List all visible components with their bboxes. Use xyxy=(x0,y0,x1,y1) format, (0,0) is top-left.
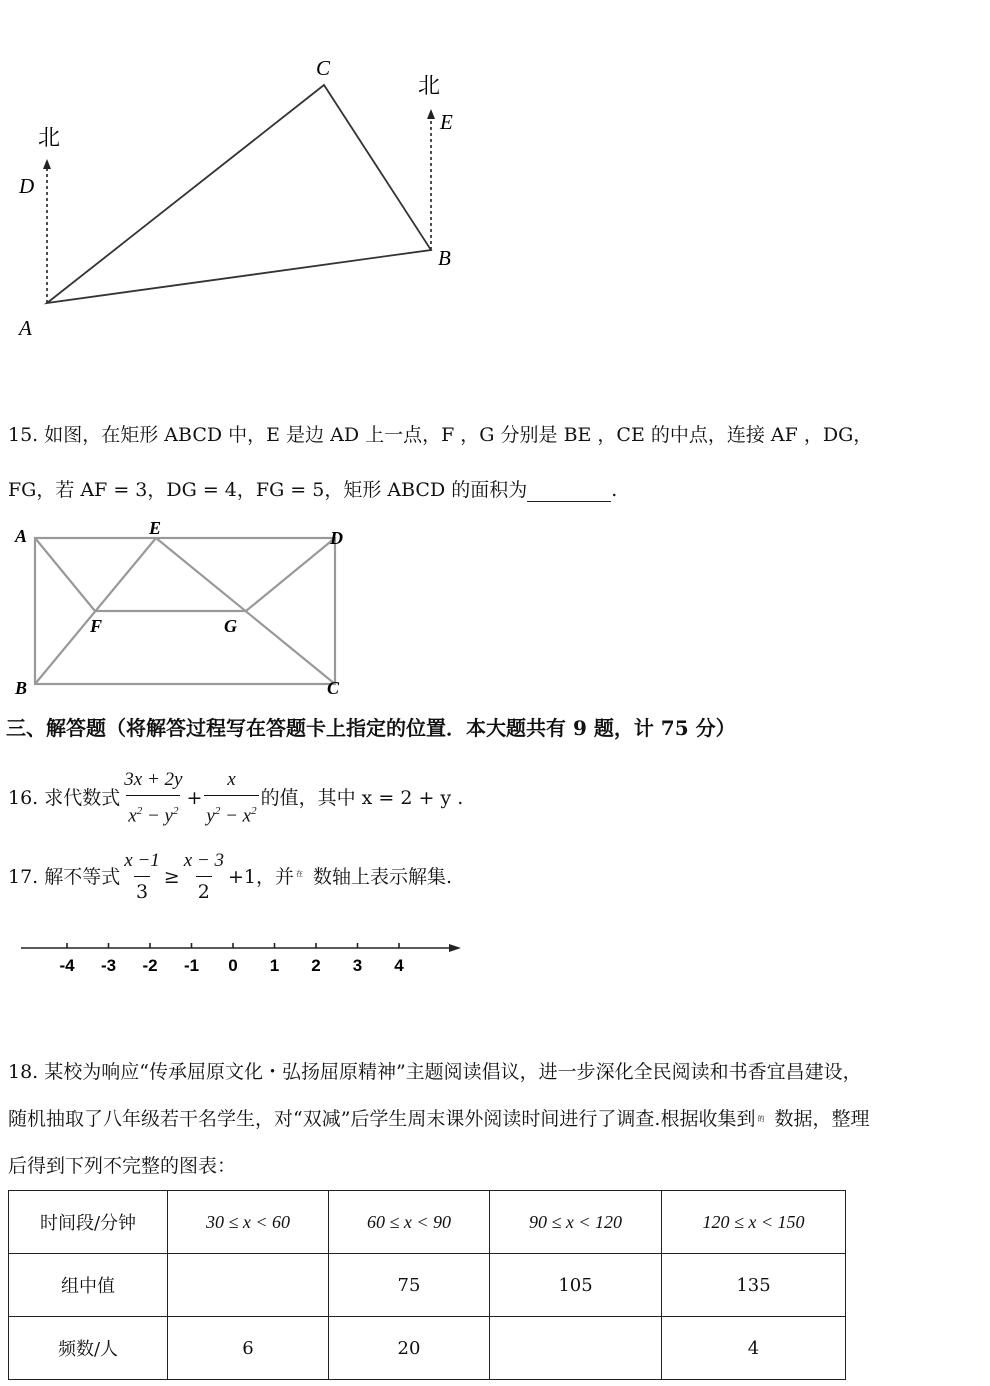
sq1: 2 xyxy=(136,805,143,817)
table-cell: 75 xyxy=(329,1254,490,1317)
q16-frac1-den-a: x xyxy=(128,805,137,827)
north-label-1: 北 xyxy=(38,126,61,151)
q15-line2-text: FG，若 AF = 3，DG = 4，FG = 5，矩形 ABCD 的面积为 xyxy=(8,479,528,501)
table-cell: 4 xyxy=(662,1317,846,1380)
q17-fraction-2 xyxy=(182,846,226,907)
table-cell xyxy=(490,1317,662,1380)
q18-line3: 后得到下列不完整的图表： xyxy=(8,1155,237,1177)
q18-line2-tiny: 的 xyxy=(757,1115,765,1123)
table-row xyxy=(9,1254,846,1317)
q17-tail: +1，并 xyxy=(227,865,294,888)
answer-blank xyxy=(527,483,611,502)
q16-suffix: 的值，其中 x = 2 + y . xyxy=(260,787,464,810)
number-line-tick-label: 1 xyxy=(269,956,280,975)
table-cell: 组中值 xyxy=(9,1254,168,1317)
q17-frac2-den: 2 xyxy=(196,876,212,907)
reading-time-table xyxy=(8,1190,846,1380)
fig-b-label: B xyxy=(15,678,28,698)
q16-plus: + xyxy=(186,787,203,810)
q17-frac1-den: 3 xyxy=(134,876,150,907)
q15-line2-end: . xyxy=(611,479,618,501)
q18-line1: 18. 某校为响应“传承屈原文化・弘扬屈原精神”主题阅读倡议，进一步深化全民阅读和书香宜昌建设， xyxy=(8,1061,862,1083)
q16-prefix: 16. 求代数式 xyxy=(8,787,121,810)
sq3: 2 xyxy=(214,805,221,817)
q16-frac1-den-b: − y xyxy=(142,805,173,827)
q18-line2a: 随机抽取了八年级若干名学生，对“双减”后学生周末课外阅读时间进行了调查.根据收集到 xyxy=(8,1108,756,1130)
table-cell: 135 xyxy=(662,1254,846,1317)
q17-fraction-1 xyxy=(122,846,162,907)
q18-line2 xyxy=(8,1107,869,1131)
seg-dg xyxy=(246,538,335,611)
table-cell xyxy=(168,1254,329,1317)
number-line-tick-label: -2 xyxy=(142,956,158,975)
fig-a-label: A xyxy=(15,526,28,546)
q17-frac2-num: x − 3 xyxy=(183,850,224,871)
fig-g-label: G xyxy=(224,616,237,636)
number-line-tick-label: 2 xyxy=(311,956,321,975)
q15-line1: 15. 如图，在矩形 ABCD 中，E 是边 AD 上一点，F ，G 分别是 BE ，CE 的中点，连接 AF ，DG， xyxy=(8,424,873,446)
table-row xyxy=(9,1317,846,1380)
point-c-label: C xyxy=(316,56,331,80)
fig-d-label: D xyxy=(330,528,343,548)
sq2: 2 xyxy=(172,805,179,817)
q17-tiny: 在 xyxy=(295,870,303,878)
point-a-label: A xyxy=(19,316,32,340)
q16-frac2-den-b: − x xyxy=(220,805,252,827)
point-d-label: D xyxy=(19,174,35,198)
table-header-cell: 90 ≤ x < 120 xyxy=(490,1191,662,1254)
q16-frac1-den xyxy=(126,795,180,831)
direction-triangle-figure xyxy=(10,55,480,345)
table-header-cell: 时间段/分钟 xyxy=(9,1191,168,1254)
number-line-tick-label: 3 xyxy=(352,956,363,975)
number-line-tick-label: -3 xyxy=(100,956,117,975)
table-cell: 20 xyxy=(329,1317,490,1380)
q18-line2b: 数据，整理 xyxy=(774,1108,870,1130)
table-cell: 6 xyxy=(168,1317,329,1380)
number-line xyxy=(15,935,465,980)
number-line-tick-label: -1 xyxy=(183,956,200,975)
q17-suffix: 数轴上表示解集. xyxy=(312,865,453,888)
q16-fraction-1 xyxy=(122,765,184,831)
q16-frac2-num: x xyxy=(227,769,236,790)
triangle-abc xyxy=(47,85,431,303)
north-arrow-e-head xyxy=(427,109,435,119)
north-arrow-d-head xyxy=(43,159,51,169)
sq4: 2 xyxy=(251,805,257,817)
q16-frac2-den xyxy=(204,795,258,831)
point-b-label: B xyxy=(438,246,451,270)
fig-e-label: E xyxy=(149,518,162,538)
table-header-row xyxy=(9,1191,846,1254)
fig-f-label: F xyxy=(90,616,103,636)
table-header-cell: 60 ≤ x < 90 xyxy=(329,1191,490,1254)
q15-line2 xyxy=(8,478,617,502)
q17-frac1-num: x −1 xyxy=(124,850,160,871)
rectangle-abcd-figure xyxy=(10,518,355,698)
section-heading: 三、解答题（将解答过程写在答题卡上指定的位置．本大题共有 9 题，计 75 分） xyxy=(6,716,736,740)
table-cell: 频数/人 xyxy=(9,1317,168,1380)
table-cell: 105 xyxy=(490,1254,662,1317)
number-line-arrow xyxy=(449,944,461,952)
q17 xyxy=(8,846,452,907)
q16-fraction-2 xyxy=(204,765,258,831)
number-line-tick-label: 4 xyxy=(394,956,404,975)
north-label-2: 北 xyxy=(418,74,441,99)
number-line-tick-label: 0 xyxy=(228,956,238,975)
q16-frac2-den-a: y xyxy=(206,805,215,827)
point-e-label: E xyxy=(440,110,453,134)
table-header-cell: 30 ≤ x < 60 xyxy=(168,1191,329,1254)
seg-af xyxy=(35,538,95,611)
q17-prefix: 17. 解不等式 xyxy=(8,865,121,888)
table-header-cell: 120 ≤ x < 150 xyxy=(662,1191,846,1254)
q17-geq: ≥ xyxy=(163,865,180,888)
q16-frac1-num: 3x + 2y xyxy=(124,769,183,790)
number-line-tick-label: -4 xyxy=(59,956,75,975)
q16 xyxy=(8,765,463,831)
fig-c-label: C xyxy=(327,678,340,698)
